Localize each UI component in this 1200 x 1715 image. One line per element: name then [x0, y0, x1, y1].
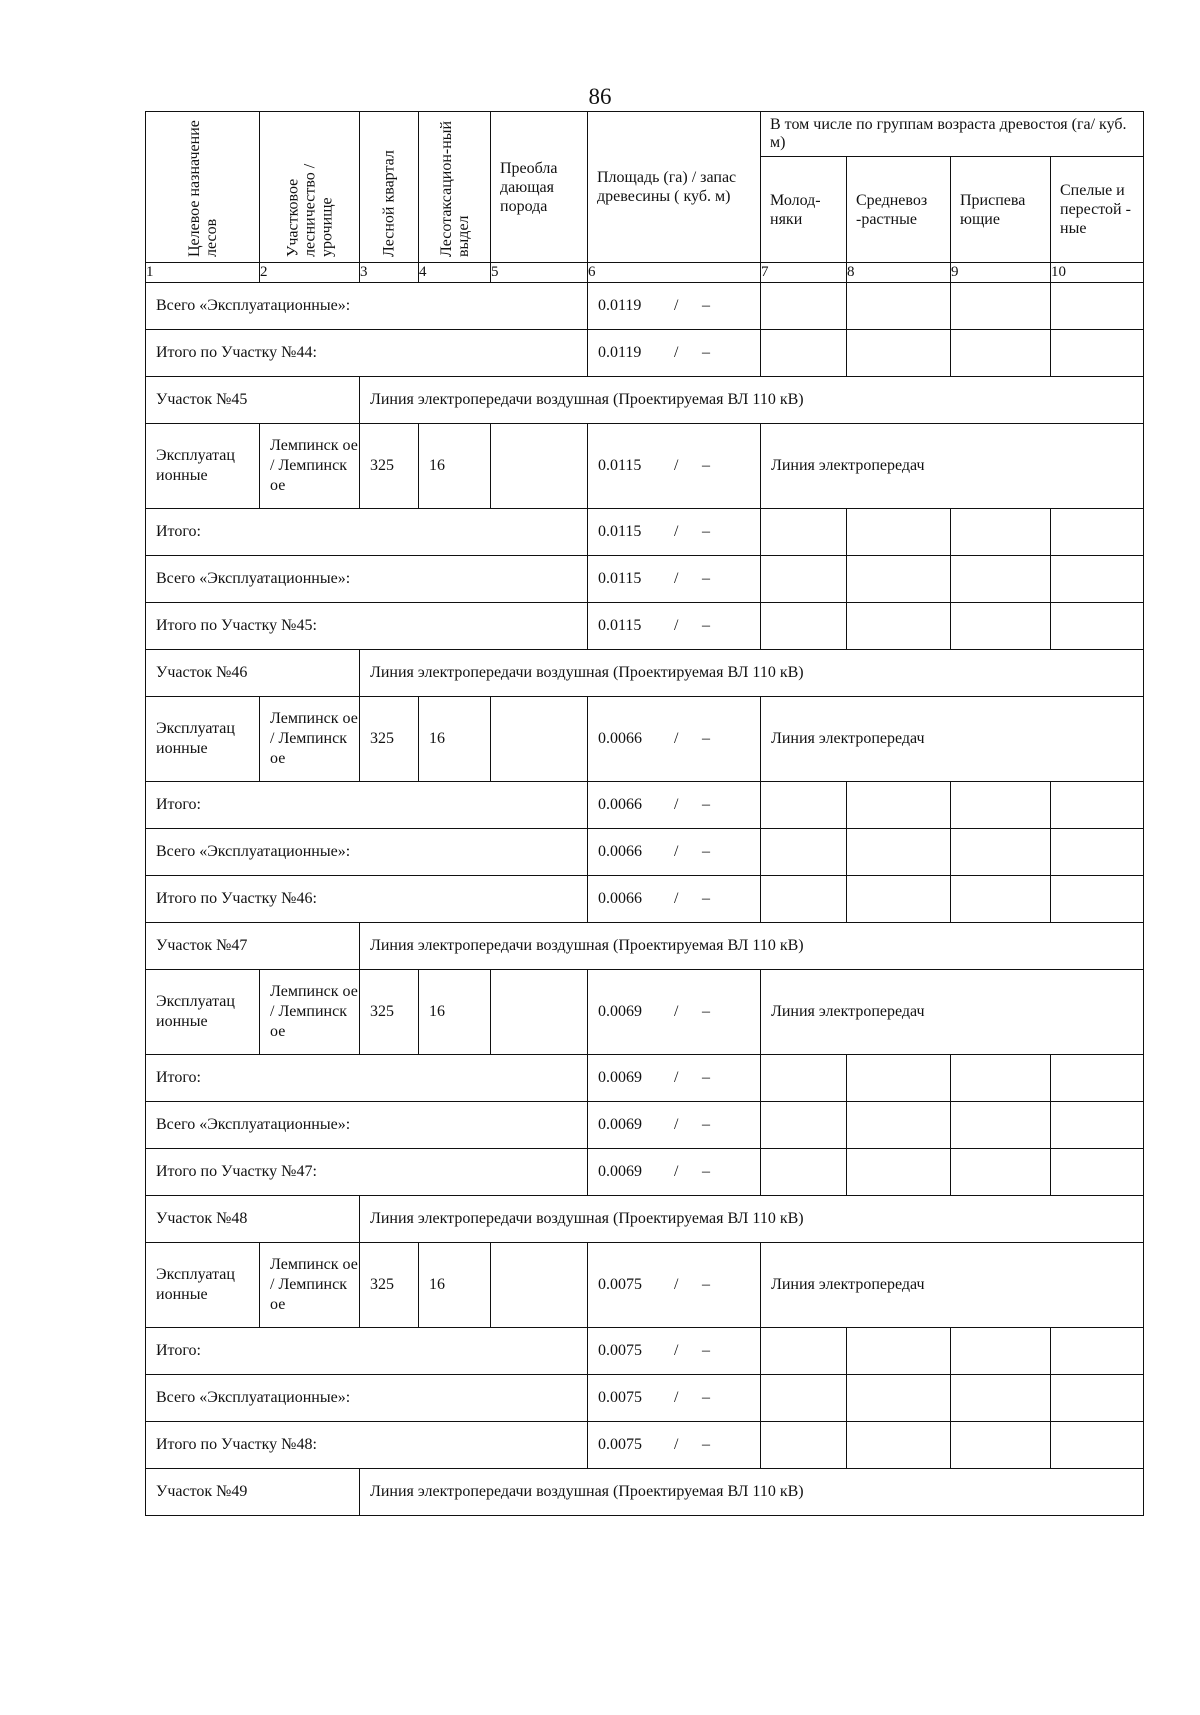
section-row — [146, 923, 1144, 970]
age-group-cell — [951, 1422, 1051, 1469]
header-area: Площадь (га) / запас древесины ( куб. м) — [588, 112, 761, 263]
total-label: Всего «Эксплуатационные»: — [146, 556, 588, 603]
header-middle-aged: Средневоз -растные — [847, 157, 951, 263]
total-row — [146, 330, 1144, 377]
total-row — [146, 509, 1144, 556]
total-label: Итого по Участку №46: — [146, 876, 588, 923]
area-value: 0.0115 — [598, 617, 642, 634]
note-cell: Линия электропередач — [761, 424, 1144, 509]
area-separator: / — [674, 344, 679, 361]
age-group-cell — [1051, 1102, 1144, 1149]
column-number: 10 — [1051, 263, 1144, 283]
header-vydel: Лесотаксацион-ный выдел — [419, 112, 491, 263]
area-cell — [588, 1375, 761, 1422]
total-row — [146, 603, 1144, 650]
section-row — [146, 1196, 1144, 1243]
header-maturing: Приспева ющие — [951, 157, 1051, 263]
area-value: 0.0115 — [598, 457, 642, 474]
column-number: 1 — [146, 263, 260, 283]
forestry-cell: Лемпинск ое / Лемпинск ое — [260, 970, 360, 1055]
age-group-cell — [1051, 283, 1144, 330]
section-title: Участок №45 — [146, 377, 360, 424]
stock-value: – — [702, 1116, 710, 1133]
stock-value: – — [702, 297, 710, 314]
area-cell — [588, 283, 761, 330]
stock-value: – — [702, 843, 710, 860]
age-group-cell — [847, 1055, 951, 1102]
column-number: 8 — [847, 263, 951, 283]
total-label: Итого по Участку №45: — [146, 603, 588, 650]
total-row — [146, 1422, 1144, 1469]
column-number: 6 — [588, 263, 761, 283]
area-cell — [588, 1328, 761, 1375]
column-number: 7 — [761, 263, 847, 283]
age-group-cell — [951, 1328, 1051, 1375]
header-species: Преобла дающая порода — [491, 112, 588, 263]
age-group-cell — [847, 330, 951, 377]
total-row — [146, 876, 1144, 923]
stock-value: – — [702, 1069, 710, 1086]
age-group-cell — [951, 283, 1051, 330]
area-separator: / — [674, 523, 679, 540]
age-group-cell — [761, 556, 847, 603]
area-value: 0.0069 — [598, 1163, 642, 1180]
age-group-cell — [951, 1375, 1051, 1422]
age-group-cell — [847, 829, 951, 876]
entry-row — [146, 697, 1144, 782]
stock-value: – — [702, 1276, 710, 1293]
column-number: 4 — [419, 263, 491, 283]
age-group-cell — [761, 829, 847, 876]
area-separator: / — [674, 1389, 679, 1406]
stock-value: – — [702, 1342, 710, 1359]
note-cell: Линия электропередач — [761, 697, 1144, 782]
area-separator: / — [674, 730, 679, 747]
age-group-cell — [1051, 782, 1144, 829]
vydel-cell: 16 — [419, 970, 491, 1055]
species-cell — [491, 970, 588, 1055]
age-group-cell — [847, 509, 951, 556]
age-group-cell — [1051, 556, 1144, 603]
age-group-cell — [1051, 1422, 1144, 1469]
age-group-cell — [1051, 603, 1144, 650]
area-separator: / — [674, 1163, 679, 1180]
age-group-cell — [951, 1102, 1051, 1149]
age-group-cell — [761, 330, 847, 377]
area-cell — [588, 876, 761, 923]
age-group-cell — [761, 876, 847, 923]
age-group-cell — [847, 283, 951, 330]
stock-value: – — [702, 796, 710, 813]
area-separator: / — [674, 1342, 679, 1359]
total-label: Итого по Участку №48: — [146, 1422, 588, 1469]
age-group-cell — [847, 1328, 951, 1375]
age-group-cell — [761, 782, 847, 829]
page-number: 86 — [588, 84, 612, 109]
entry-row — [146, 424, 1144, 509]
species-cell — [491, 424, 588, 509]
age-group-cell — [951, 782, 1051, 829]
total-label: Итого: — [146, 782, 588, 829]
header-purpose: Целевое назначение лесов — [146, 112, 260, 263]
area-value: 0.0066 — [598, 890, 642, 907]
age-group-cell — [847, 1149, 951, 1196]
forestry-cell: Лемпинск ое / Лемпинск ое — [260, 424, 360, 509]
age-group-cell — [847, 556, 951, 603]
area-cell — [588, 1422, 761, 1469]
area-separator: / — [674, 570, 679, 587]
total-label: Всего «Эксплуатационные»: — [146, 1375, 588, 1422]
total-row — [146, 1328, 1144, 1375]
header-kvartal: Лесной квартал — [360, 112, 419, 263]
area-cell — [588, 556, 761, 603]
age-group-cell — [951, 876, 1051, 923]
section-title: Участок №48 — [146, 1196, 360, 1243]
area-separator: / — [674, 1276, 679, 1293]
area-value: 0.0069 — [598, 1069, 642, 1086]
total-label: Итого по Участку №47: — [146, 1149, 588, 1196]
stock-value: – — [702, 617, 710, 634]
column-number: 5 — [491, 263, 588, 283]
area-value: 0.0075 — [598, 1276, 642, 1293]
area-separator: / — [674, 1436, 679, 1453]
total-row — [146, 283, 1144, 330]
total-row — [146, 556, 1144, 603]
section-row — [146, 1469, 1144, 1516]
kvartal-cell: 325 — [360, 970, 419, 1055]
total-row — [146, 1375, 1144, 1422]
area-value: 0.0115 — [598, 523, 642, 540]
age-group-cell — [951, 1055, 1051, 1102]
area-cell — [588, 782, 761, 829]
area-cell — [588, 509, 761, 556]
total-row — [146, 1102, 1144, 1149]
area-value: 0.0066 — [598, 730, 642, 747]
area-separator: / — [674, 796, 679, 813]
age-group-cell — [761, 1055, 847, 1102]
area-separator: / — [674, 1003, 679, 1020]
area-separator: / — [674, 297, 679, 314]
area-value: 0.0069 — [598, 1116, 642, 1133]
vydel-cell: 16 — [419, 424, 491, 509]
area-separator: / — [674, 457, 679, 474]
area-value: 0.0066 — [598, 796, 642, 813]
kvartal-cell: 325 — [360, 1243, 419, 1328]
area-separator: / — [674, 1069, 679, 1086]
total-label: Всего «Эксплуатационные»: — [146, 1102, 588, 1149]
kvartal-cell: 325 — [360, 424, 419, 509]
total-label: Итого: — [146, 1055, 588, 1102]
entry-row — [146, 970, 1144, 1055]
area-value: 0.0066 — [598, 843, 642, 860]
column-number: 2 — [260, 263, 360, 283]
section-row — [146, 377, 1144, 424]
age-group-cell — [951, 509, 1051, 556]
total-label: Всего «Эксплуатационные»: — [146, 283, 588, 330]
total-label: Итого по Участку №44: — [146, 330, 588, 377]
age-group-cell — [761, 1328, 847, 1375]
age-group-cell — [951, 330, 1051, 377]
age-group-cell — [1051, 1328, 1144, 1375]
stock-value: – — [702, 1003, 710, 1020]
note-cell: Линия электропередач — [761, 970, 1144, 1055]
total-label: Итого: — [146, 1328, 588, 1375]
header-forestry: Участковое лесничество / урочище — [260, 112, 360, 263]
stock-value: – — [702, 1436, 710, 1453]
stock-value: – — [702, 730, 710, 747]
column-number: 3 — [360, 263, 419, 283]
forestry-cell: Лемпинск ое / Лемпинск ое — [260, 697, 360, 782]
header-age-groups: В том числе по группам возраста древостоя (га/ куб. м) — [761, 112, 1144, 157]
stock-value: – — [702, 523, 710, 540]
area-value: 0.0115 — [598, 570, 642, 587]
forest-table — [145, 111, 1144, 1516]
age-group-cell — [951, 1149, 1051, 1196]
stock-value: – — [702, 890, 710, 907]
age-group-cell — [1051, 509, 1144, 556]
age-group-cell — [761, 283, 847, 330]
purpose-cell: Эксплуатац ионные — [146, 1243, 260, 1328]
column-numbers-row — [146, 263, 1144, 283]
age-group-cell — [1051, 1375, 1144, 1422]
age-group-cell — [761, 1102, 847, 1149]
note-cell: Линия электропередач — [761, 1243, 1144, 1328]
area-cell — [588, 424, 761, 509]
vydel-cell: 16 — [419, 1243, 491, 1328]
age-group-cell — [951, 603, 1051, 650]
area-separator: / — [674, 890, 679, 907]
age-group-cell — [1051, 1149, 1144, 1196]
header-young: Молод-няки — [761, 157, 847, 263]
area-cell — [588, 1149, 761, 1196]
area-cell — [588, 829, 761, 876]
entry-row — [146, 1243, 1144, 1328]
age-group-cell — [951, 829, 1051, 876]
age-group-cell — [1051, 829, 1144, 876]
area-cell — [588, 1243, 761, 1328]
section-row — [146, 650, 1144, 697]
area-cell — [588, 697, 761, 782]
total-label: Всего «Эксплуатационные»: — [146, 829, 588, 876]
age-group-cell — [951, 556, 1051, 603]
area-value: 0.0119 — [598, 297, 642, 314]
age-group-cell — [847, 876, 951, 923]
age-group-cell — [1051, 1055, 1144, 1102]
age-group-cell — [847, 1375, 951, 1422]
area-value: 0.0119 — [598, 344, 642, 361]
total-label: Итого: — [146, 509, 588, 556]
area-cell — [588, 1102, 761, 1149]
species-cell — [491, 1243, 588, 1328]
stock-value: – — [702, 457, 710, 474]
area-cell — [588, 330, 761, 377]
purpose-cell: Эксплуатац ионные — [146, 697, 260, 782]
age-group-cell — [847, 782, 951, 829]
species-cell — [491, 697, 588, 782]
age-group-cell — [761, 1149, 847, 1196]
age-group-cell — [847, 603, 951, 650]
column-number: 9 — [951, 263, 1051, 283]
age-group-cell — [761, 1422, 847, 1469]
age-group-cell — [1051, 330, 1144, 377]
section-description: Линия электропередачи воздушная (Проектируемая ВЛ 110 кВ) — [360, 650, 1144, 697]
age-group-cell — [847, 1102, 951, 1149]
total-row — [146, 829, 1144, 876]
area-separator: / — [674, 1116, 679, 1133]
stock-value: – — [702, 344, 710, 361]
age-group-cell — [847, 1422, 951, 1469]
section-description: Линия электропередачи воздушная (Проектируемая ВЛ 110 кВ) — [360, 1469, 1144, 1516]
age-group-cell — [761, 509, 847, 556]
area-separator: / — [674, 617, 679, 634]
area-value: 0.0075 — [598, 1342, 642, 1359]
section-description: Линия электропередачи воздушная (Проектируемая ВЛ 110 кВ) — [360, 923, 1144, 970]
section-description: Линия электропередачи воздушная (Проектируемая ВЛ 110 кВ) — [360, 1196, 1144, 1243]
vydel-cell: 16 — [419, 697, 491, 782]
purpose-cell: Эксплуатац ионные — [146, 424, 260, 509]
age-group-cell — [1051, 876, 1144, 923]
total-row — [146, 782, 1144, 829]
area-cell — [588, 603, 761, 650]
stock-value: – — [702, 570, 710, 587]
area-separator: / — [674, 843, 679, 860]
section-title: Участок №47 — [146, 923, 360, 970]
area-value: 0.0075 — [598, 1389, 642, 1406]
area-value: 0.0075 — [598, 1436, 642, 1453]
area-value: 0.0069 — [598, 1003, 642, 1020]
area-cell — [588, 970, 761, 1055]
section-title: Участок №46 — [146, 650, 360, 697]
area-cell — [588, 1055, 761, 1102]
stock-value: – — [702, 1163, 710, 1180]
total-row — [146, 1055, 1144, 1102]
age-group-cell — [761, 1375, 847, 1422]
forestry-cell: Лемпинск ое / Лемпинск ое — [260, 1243, 360, 1328]
stock-value: – — [702, 1389, 710, 1406]
header-mature: Спелые и перестой - ные — [1051, 157, 1144, 263]
section-description: Линия электропередачи воздушная (Проектируемая ВЛ 110 кВ) — [360, 377, 1144, 424]
section-title: Участок №49 — [146, 1469, 360, 1516]
purpose-cell: Эксплуатац ионные — [146, 970, 260, 1055]
total-row — [146, 1149, 1144, 1196]
age-group-cell — [761, 603, 847, 650]
kvartal-cell: 325 — [360, 697, 419, 782]
